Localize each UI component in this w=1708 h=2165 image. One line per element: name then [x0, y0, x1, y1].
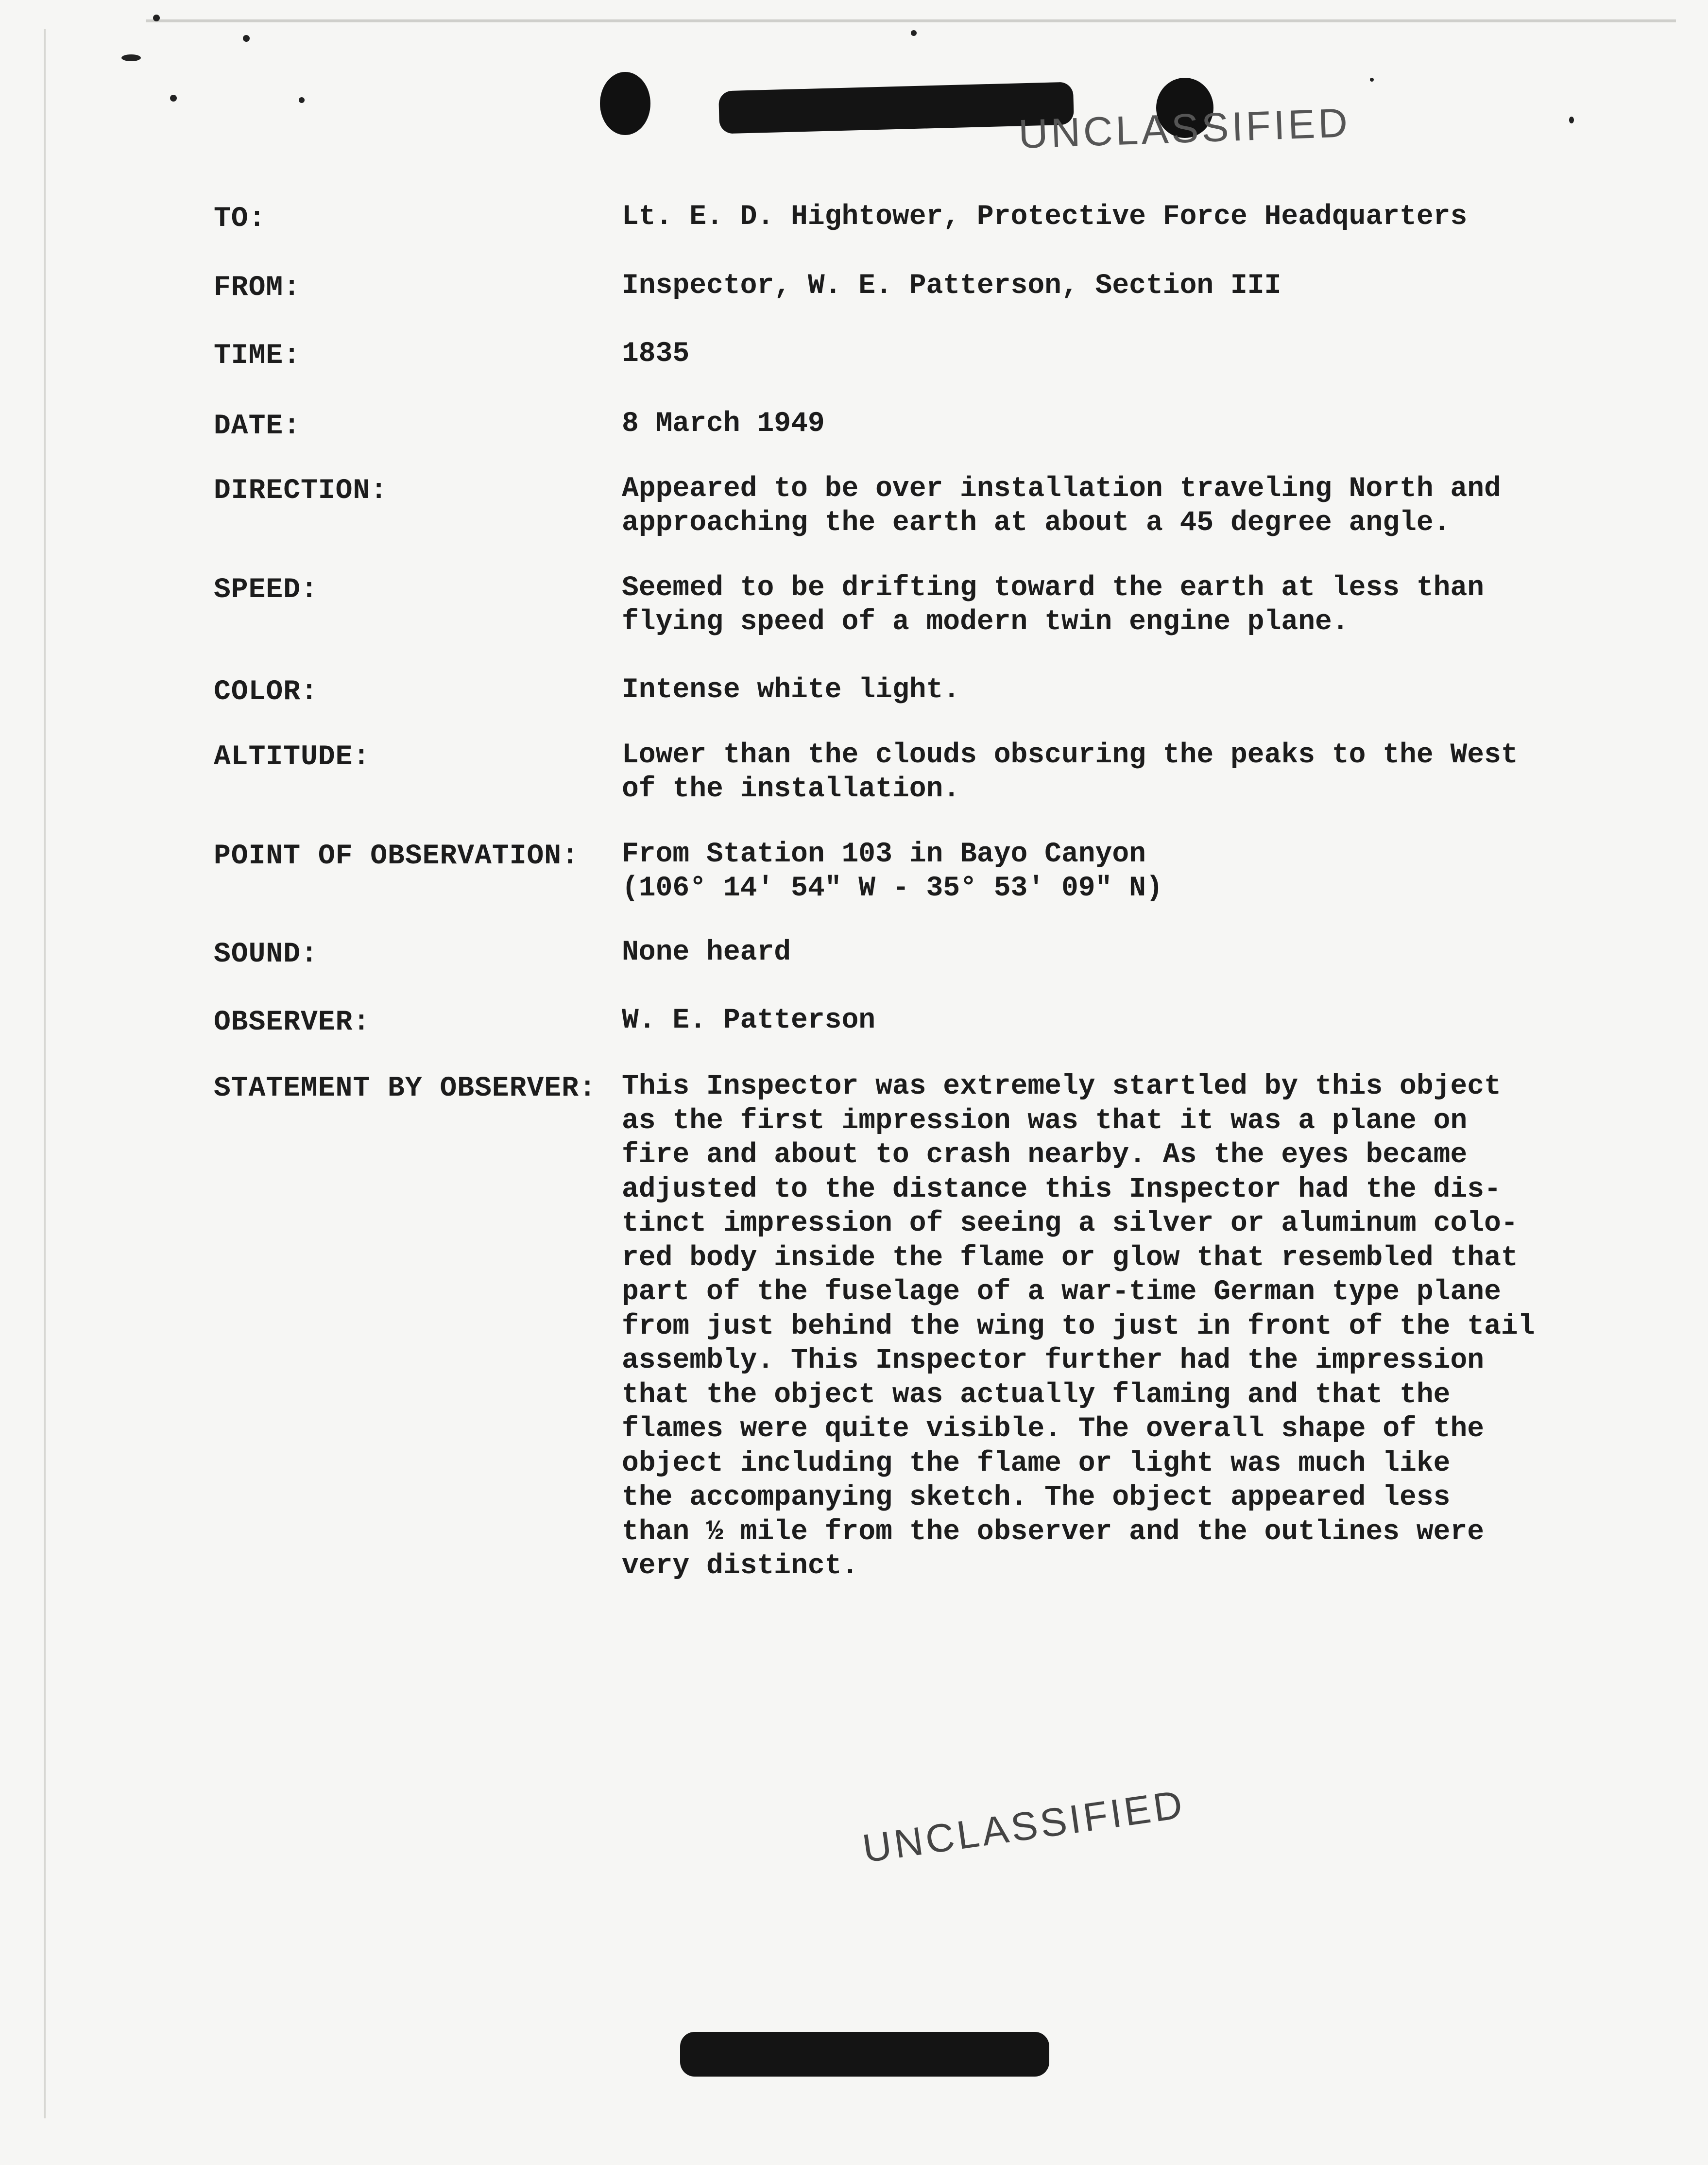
direction-value: [622, 472, 1569, 540]
altitude-value: [622, 739, 1569, 807]
speed-line-1: Seemed to be drifting toward the earth at less than: [622, 572, 1485, 604]
sound-line: None heard: [622, 937, 791, 968]
sound-label: SOUND:: [214, 939, 318, 970]
statement-value: [622, 1070, 1569, 1584]
scan-speck: [121, 54, 141, 61]
statement-line: than ½ mile from the observer and the outlines were: [622, 1516, 1485, 1548]
statement-line: red body inside the flame or glow that resembled that: [622, 1242, 1518, 1274]
speed-value: [622, 571, 1569, 639]
statement-line: This Inspector was extremely startled by this object: [622, 1071, 1501, 1102]
scan-speck: [243, 35, 250, 42]
statement-line: very distinct.: [622, 1550, 859, 1582]
from-label: FROM:: [214, 272, 301, 304]
statement-line: as the first impression was that it was a plane on: [622, 1105, 1468, 1137]
point-of-observation-line-1: From Station 103 in Bayo Canyon: [622, 839, 1146, 870]
time-line: 1835: [622, 338, 690, 370]
altitude-line-1: Lower than the clouds obscuring the peaks to the West: [622, 739, 1518, 771]
statement-line: that the object was actually flaming and that the: [622, 1379, 1451, 1411]
statement-label: STATEMENT BY OBSERVER:: [214, 1073, 597, 1104]
redaction-blob-left: [600, 72, 650, 135]
to-value: [622, 200, 1569, 234]
unclassified-stamp-bottom: UNCLASSIFIED: [860, 1782, 1188, 1872]
to-line: Lt. E. D. Hightower, Protective Force Headquarters: [622, 201, 1468, 233]
scan-speck: [911, 30, 917, 36]
color-label: COLOR:: [214, 676, 318, 708]
statement-line: adjusted to the distance this Inspector had the dis-: [622, 1173, 1501, 1205]
page-top-edge: [146, 19, 1676, 22]
observer-line: W. E. Patterson: [622, 1005, 876, 1036]
observer-label: OBSERVER:: [214, 1007, 371, 1038]
direction-line-1: Appeared to be over installation traveling North and: [622, 473, 1501, 505]
date-label: DATE:: [214, 411, 301, 442]
statement-line: assembly. This Inspector further had the impression: [622, 1345, 1485, 1376]
statement-line: flames were quite visible. The overall shape of the: [622, 1413, 1485, 1445]
to-label: TO:: [214, 203, 266, 235]
time-label: TIME:: [214, 340, 301, 372]
date-value: [622, 407, 1569, 441]
statement-line: the accompanying sketch. The object appeared less: [622, 1482, 1451, 1513]
page-left-edge: [44, 29, 46, 2118]
altitude-label: ALTITUDE:: [214, 741, 371, 773]
speed-line-2: flying speed of a modern twin engine plane.: [622, 606, 1349, 638]
statement-line: from just behind the wing to just in front of the tail: [622, 1310, 1535, 1342]
color-value: [622, 673, 1569, 707]
unclassified-stamp-top: UNCLASSIFIED: [1018, 100, 1351, 157]
scan-speck: [1370, 78, 1374, 82]
statement-line: tinct impression of seeing a silver or aluminum colo-: [622, 1208, 1518, 1239]
point-of-observation-label: POINT OF OBSERVATION:: [214, 841, 579, 872]
sound-value: [622, 936, 1569, 970]
scan-speck: [299, 97, 305, 103]
direction-label: DIRECTION:: [214, 475, 388, 507]
statement-line: object including the flame or light was much like: [622, 1447, 1451, 1479]
point-of-observation-value: [622, 838, 1569, 906]
from-value: [622, 269, 1569, 303]
altitude-line-2: of the installation.: [622, 773, 960, 805]
statement-line: fire and about to crash nearby. As the eyes became: [622, 1139, 1468, 1171]
statement-line: part of the fuselage of a war-time German type plane: [622, 1276, 1501, 1308]
direction-line-2: approaching the earth at about a 45 degree angle.: [622, 507, 1451, 539]
time-value: [622, 337, 1569, 371]
redaction-bar-bottom: [680, 2032, 1049, 2077]
point-of-observation-line-2: (106° 14' 54" W - 35° 53' 09" N): [622, 873, 1163, 904]
color-line: Intense white light.: [622, 674, 960, 706]
speed-label: SPEED:: [214, 574, 318, 606]
scan-speck: [1569, 117, 1574, 123]
observer-value: [622, 1004, 1569, 1038]
from-line: Inspector, W. E. Patterson, Section III: [622, 270, 1281, 302]
date-line: 8 March 1949: [622, 408, 825, 440]
scan-speck: [170, 95, 177, 102]
scan-speck: [153, 15, 160, 21]
